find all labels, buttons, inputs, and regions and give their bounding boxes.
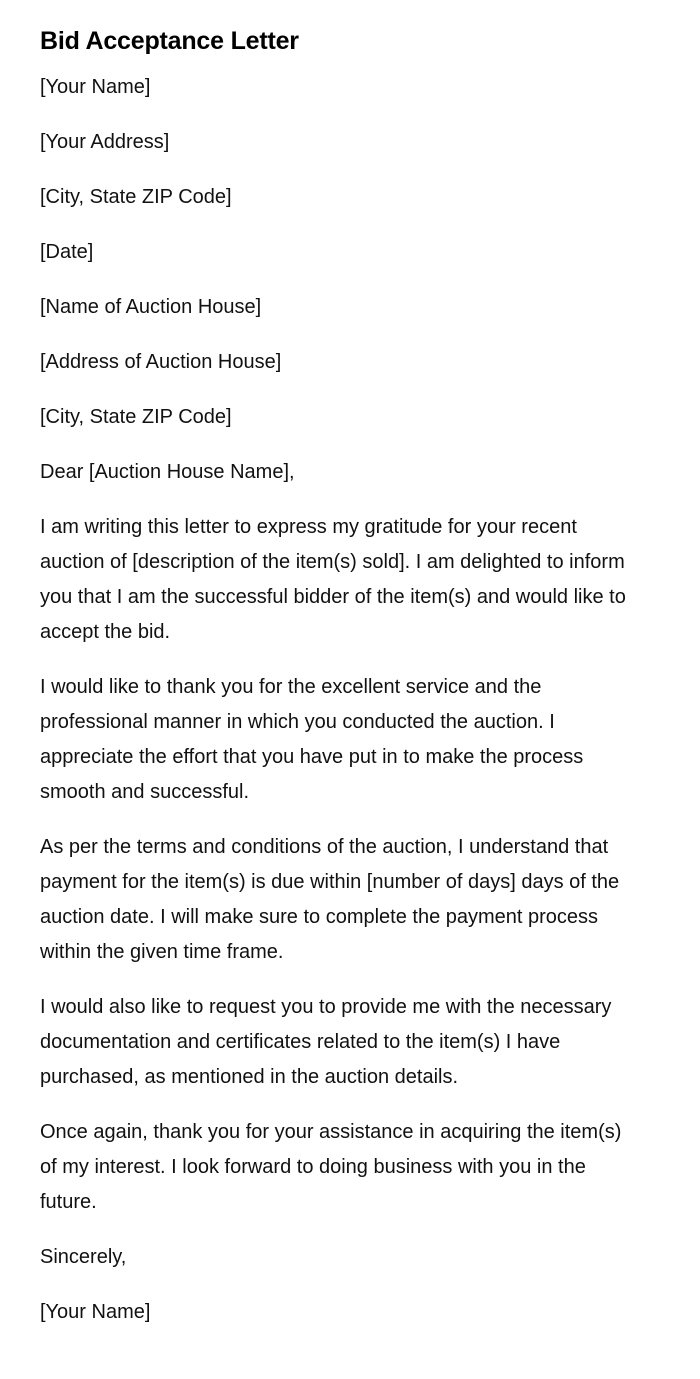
closing: Sincerely, <box>40 1246 127 1268</box>
recipient-address-line: [Address of Auction House] <box>40 351 282 373</box>
recipient-name-line: [Name of Auction House] <box>40 296 262 318</box>
body-paragraph-4: I would also like to request you to provide me with the necessary documentation and certificates related to the item(s) I have purchased, as mentioned in the auction details. <box>40 996 612 1088</box>
signature: [Your Name] <box>40 1301 151 1323</box>
salutation: Dear [Auction House Name], <box>40 461 295 483</box>
sender-address-line: [Your Address] <box>40 131 170 153</box>
document-title: Bid Acceptance Letter <box>40 27 299 55</box>
body-paragraph-5: Once again, thank you for your assistance in acquiring the item(s) of my interest. I look forward to doing business with you in the future. <box>40 1121 622 1213</box>
body-paragraph-1: I am writing this letter to express my gratitude for your recent auction of [description of the item(s) sold]. I am delighted to inform you that I am the successful bidder of the item(s) and would like to accept the bid. <box>40 516 626 643</box>
letter-page <box>40 24 640 1350</box>
date-line: [Date] <box>40 241 94 263</box>
sender-city-line: [City, State ZIP Code] <box>40 186 232 208</box>
sender-name-line: [Your Name] <box>40 76 151 98</box>
body-paragraph-3: As per the terms and conditions of the auction, I understand that payment for the item(s) is due within [number of days] days of the auction date. I will make sure to complete the payment process within the given time frame. <box>40 836 620 963</box>
body-paragraph-2: I would like to thank you for the excellent service and the professional manner in which you conducted the auction. I appreciate the effort that you have put in to make the process smooth and successful. <box>40 676 584 803</box>
recipient-city-line: [City, State ZIP Code] <box>40 406 232 428</box>
